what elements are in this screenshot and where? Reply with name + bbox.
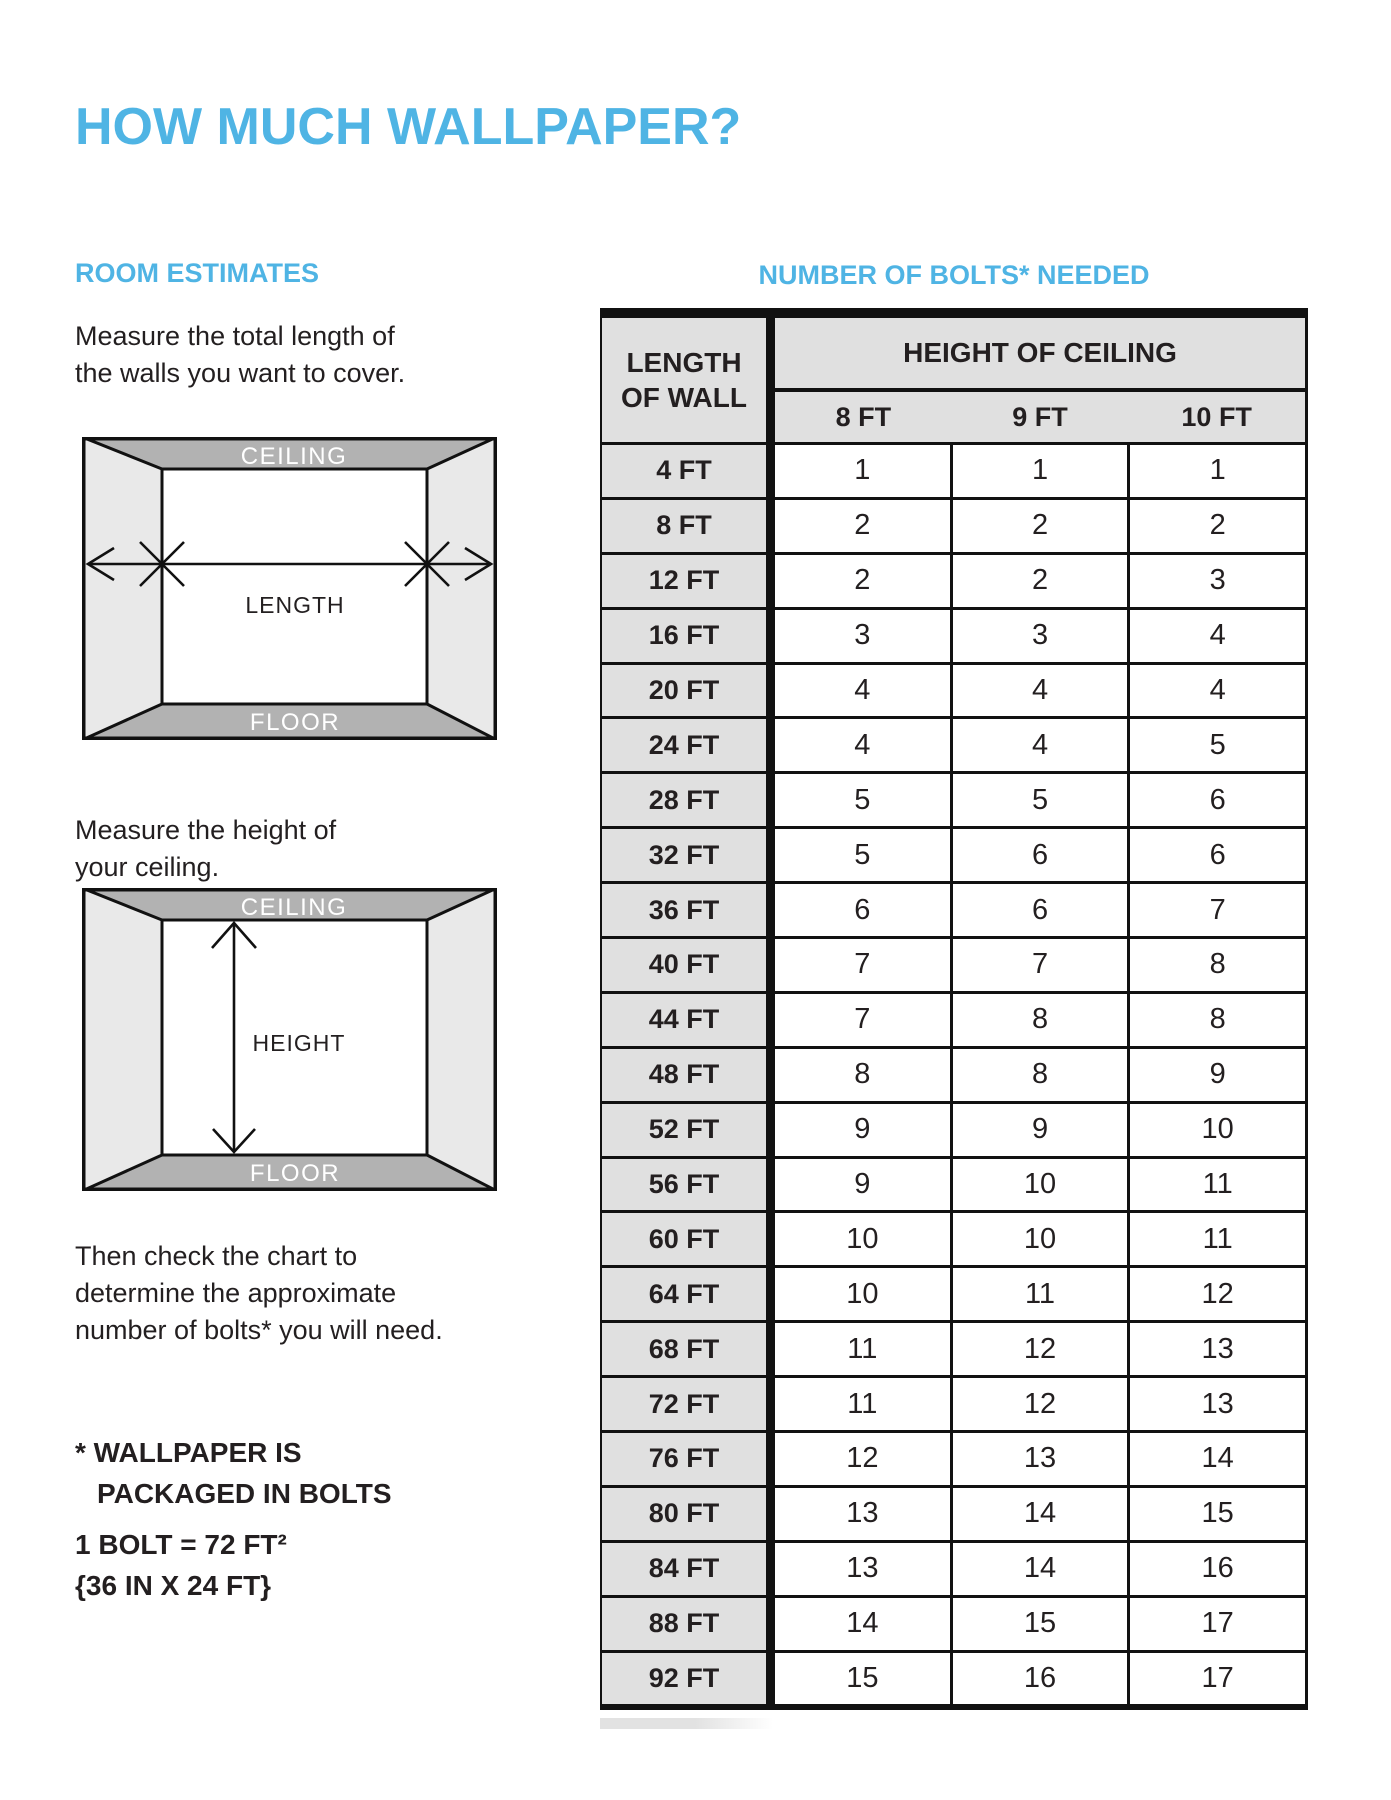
bolts-table [600, 308, 1308, 1710]
table-row [602, 829, 1305, 884]
table-row [602, 1598, 1305, 1653]
bolt-count-8ft: 9 [775, 1159, 950, 1211]
room-height-diagram [82, 888, 497, 1191]
row-length-label: 84 FT [602, 1543, 775, 1595]
group-header-height-of-ceiling: HEIGHT OF CEILING [775, 318, 1305, 392]
ceiling-label: CEILING [240, 894, 348, 921]
bolt-count-8ft: 2 [775, 500, 950, 552]
row-length-label: 68 FT [602, 1323, 775, 1375]
bolt-count-8ft: 9 [775, 1104, 950, 1156]
bolt-count-10ft: 16 [1127, 1543, 1305, 1595]
bolt-count-10ft: 6 [1127, 774, 1305, 826]
bolt-count-10ft: 1 [1127, 445, 1305, 497]
table-row [602, 1213, 1305, 1268]
bolt-count-8ft: 13 [775, 1543, 950, 1595]
row-length-label: 36 FT [602, 884, 775, 936]
footnote-line: 1 BOLT = 72 FT² [75, 1529, 287, 1560]
table-header [602, 318, 1305, 445]
back-wall [162, 469, 427, 704]
instruction-line: Measure the total length of [75, 321, 395, 351]
bolt-count-8ft: 14 [775, 1598, 950, 1650]
bolt-count-9ft: 15 [950, 1598, 1128, 1650]
table-row [602, 1323, 1305, 1378]
bolt-count-9ft: 7 [950, 939, 1128, 991]
table-row [602, 719, 1305, 774]
instruction-check-chart [75, 1238, 443, 1349]
footnote-wallpaper-bolts [75, 1432, 392, 1514]
table-row [602, 1378, 1305, 1433]
row-length-label: 72 FT [602, 1378, 775, 1430]
bolt-count-10ft: 10 [1127, 1104, 1305, 1156]
bolt-count-8ft: 11 [775, 1378, 950, 1430]
table-row [602, 884, 1305, 939]
bolt-count-10ft: 9 [1127, 1049, 1305, 1101]
bolt-count-10ft: 13 [1127, 1378, 1305, 1430]
col-header-8ft: 8 FT [835, 401, 892, 432]
row-length-label: 28 FT [602, 774, 775, 826]
instruction-measure-length [75, 318, 405, 392]
bolt-count-8ft: 5 [775, 774, 950, 826]
row-length-label: 52 FT [602, 1104, 775, 1156]
bolt-count-8ft: 5 [775, 829, 950, 881]
col-header-9ft: 9 FT [1012, 401, 1068, 432]
bolt-count-9ft: 2 [950, 500, 1128, 552]
bolt-count-10ft: 12 [1127, 1268, 1305, 1320]
table-row [602, 555, 1305, 610]
table-row [602, 445, 1305, 500]
table-row [602, 1488, 1305, 1543]
bolt-count-10ft: 14 [1127, 1433, 1305, 1485]
bolt-count-9ft: 3 [950, 610, 1128, 662]
bolt-count-10ft: 17 [1127, 1653, 1305, 1705]
length-label: LENGTH [245, 592, 345, 618]
section-heading-room-estimates: ROOM ESTIMATES [75, 258, 320, 288]
right-wall [427, 888, 497, 1191]
left-wall [82, 437, 162, 740]
room-length-diagram [82, 437, 497, 740]
bolt-count-9ft: 4 [950, 719, 1128, 771]
bolt-count-8ft: 10 [775, 1213, 950, 1265]
row-length-label: 32 FT [602, 829, 775, 881]
col-header-10ft: 10 FT [1181, 401, 1252, 432]
table-row [602, 939, 1305, 994]
row-length-label: 60 FT [602, 1213, 775, 1265]
bolt-count-10ft: 2 [1127, 500, 1305, 552]
bolt-count-8ft: 4 [775, 719, 950, 771]
row-length-label: 44 FT [602, 994, 775, 1046]
table-row [602, 1104, 1305, 1159]
table-row [602, 665, 1305, 720]
bolt-count-9ft: 13 [950, 1433, 1128, 1485]
row-length-label: 8 FT [602, 500, 775, 552]
bolt-count-9ft: 4 [950, 665, 1128, 717]
table-row [602, 1543, 1305, 1598]
bolt-count-9ft: 12 [950, 1378, 1128, 1430]
instruction-line: your ceiling. [75, 852, 220, 882]
table-row [602, 1433, 1305, 1488]
table-row [602, 1653, 1305, 1705]
left-wall [82, 888, 162, 1191]
bolt-count-10ft: 8 [1127, 939, 1305, 991]
row-length-label: 92 FT [602, 1653, 775, 1705]
row-length-label: 76 FT [602, 1433, 775, 1485]
bolt-count-10ft: 11 [1127, 1159, 1305, 1211]
bolt-count-8ft: 3 [775, 610, 950, 662]
bolt-count-9ft: 12 [950, 1323, 1128, 1375]
bolt-count-9ft: 10 [950, 1213, 1128, 1265]
bolt-count-9ft: 1 [950, 445, 1128, 497]
table-row [602, 1049, 1305, 1104]
bolt-count-10ft: 5 [1127, 719, 1305, 771]
row-length-label: 48 FT [602, 1049, 775, 1101]
row-length-label: 16 FT [602, 610, 775, 662]
col-header-length-of-wall [602, 318, 775, 442]
bolt-count-10ft: 7 [1127, 884, 1305, 936]
row-length-label: 80 FT [602, 1488, 775, 1540]
bolt-count-8ft: 7 [775, 939, 950, 991]
instruction-line: Measure the height of [75, 815, 337, 845]
instruction-measure-height [75, 812, 336, 886]
row-length-label: 88 FT [602, 1598, 775, 1650]
footnote-line: * WALLPAPER IS [75, 1437, 302, 1468]
bolt-count-8ft: 2 [775, 555, 950, 607]
table-top-border [600, 308, 1308, 318]
bolt-count-9ft: 2 [950, 555, 1128, 607]
table-row [602, 774, 1305, 829]
bolt-count-8ft: 1 [775, 445, 950, 497]
row-length-label: 20 FT [602, 665, 775, 717]
bolt-count-9ft: 14 [950, 1543, 1128, 1595]
bolt-count-9ft: 14 [950, 1488, 1128, 1540]
sub-header-row [775, 392, 1305, 442]
bolt-count-8ft: 6 [775, 884, 950, 936]
bolt-count-10ft: 8 [1127, 994, 1305, 1046]
instruction-line: number of bolts* you will need. [75, 1315, 443, 1345]
table-body [602, 445, 1305, 1710]
bolt-count-9ft: 11 [950, 1268, 1128, 1320]
table-row [602, 500, 1305, 555]
page-title: HOW MUCH WALLPAPER? [75, 97, 742, 156]
bolt-count-9ft: 16 [950, 1653, 1128, 1705]
bolt-count-10ft: 11 [1127, 1213, 1305, 1265]
bolt-count-8ft: 11 [775, 1323, 950, 1375]
bolt-count-10ft: 15 [1127, 1488, 1305, 1540]
bolt-count-10ft: 13 [1127, 1323, 1305, 1375]
bolt-count-10ft: 4 [1127, 610, 1305, 662]
row-length-label: 40 FT [602, 939, 775, 991]
row-length-label: 4 FT [602, 445, 775, 497]
right-wall [427, 437, 497, 740]
bolt-count-9ft: 10 [950, 1159, 1128, 1211]
bolt-count-9ft: 8 [950, 1049, 1128, 1101]
table-row [602, 994, 1305, 1049]
bolt-count-8ft: 12 [775, 1433, 950, 1485]
footnote-line: PACKAGED IN BOLTS [97, 1478, 392, 1509]
bolt-count-9ft: 6 [950, 884, 1128, 936]
bolt-count-10ft: 17 [1127, 1598, 1305, 1650]
table-row [602, 610, 1305, 665]
instruction-line: determine the approximate [75, 1278, 397, 1308]
bolt-count-8ft: 13 [775, 1488, 950, 1540]
bolt-count-8ft: 7 [775, 994, 950, 1046]
bolt-count-9ft: 8 [950, 994, 1128, 1046]
row-length-label: 24 FT [602, 719, 775, 771]
bolt-count-8ft: 10 [775, 1268, 950, 1320]
bolt-count-10ft: 6 [1127, 829, 1305, 881]
bolt-count-9ft: 6 [950, 829, 1128, 881]
height-label: HEIGHT [252, 1030, 346, 1056]
floor-label: FLOOR [249, 1160, 341, 1187]
table-row [602, 1159, 1305, 1214]
section-heading-bolts-table: NUMBER OF BOLTS* NEEDED [758, 260, 1150, 290]
col-header-line: OF WALL [621, 382, 747, 413]
bolt-count-8ft: 15 [775, 1653, 950, 1705]
row-length-label: 64 FT [602, 1268, 775, 1320]
footnote-line: {36 IN X 24 FT} [75, 1570, 272, 1601]
row-length-label: 56 FT [602, 1159, 775, 1211]
bolt-count-10ft: 3 [1127, 555, 1305, 607]
bolt-count-8ft: 4 [775, 665, 950, 717]
bolt-count-10ft: 4 [1127, 665, 1305, 717]
row-length-label: 12 FT [602, 555, 775, 607]
bolt-count-9ft: 9 [950, 1104, 1128, 1156]
bolt-count-9ft: 5 [950, 774, 1128, 826]
footnote-bolt-size [75, 1524, 287, 1606]
table-row [602, 1268, 1305, 1323]
instruction-line: the walls you want to cover. [75, 358, 406, 388]
col-header-line: LENGTH [626, 347, 742, 378]
floor-label: FLOOR [249, 709, 341, 736]
ceiling-label: CEILING [240, 443, 348, 470]
instruction-line: Then check the chart to [75, 1241, 358, 1271]
left-column-shadow [600, 1718, 773, 1729]
bolt-count-8ft: 8 [775, 1049, 950, 1101]
